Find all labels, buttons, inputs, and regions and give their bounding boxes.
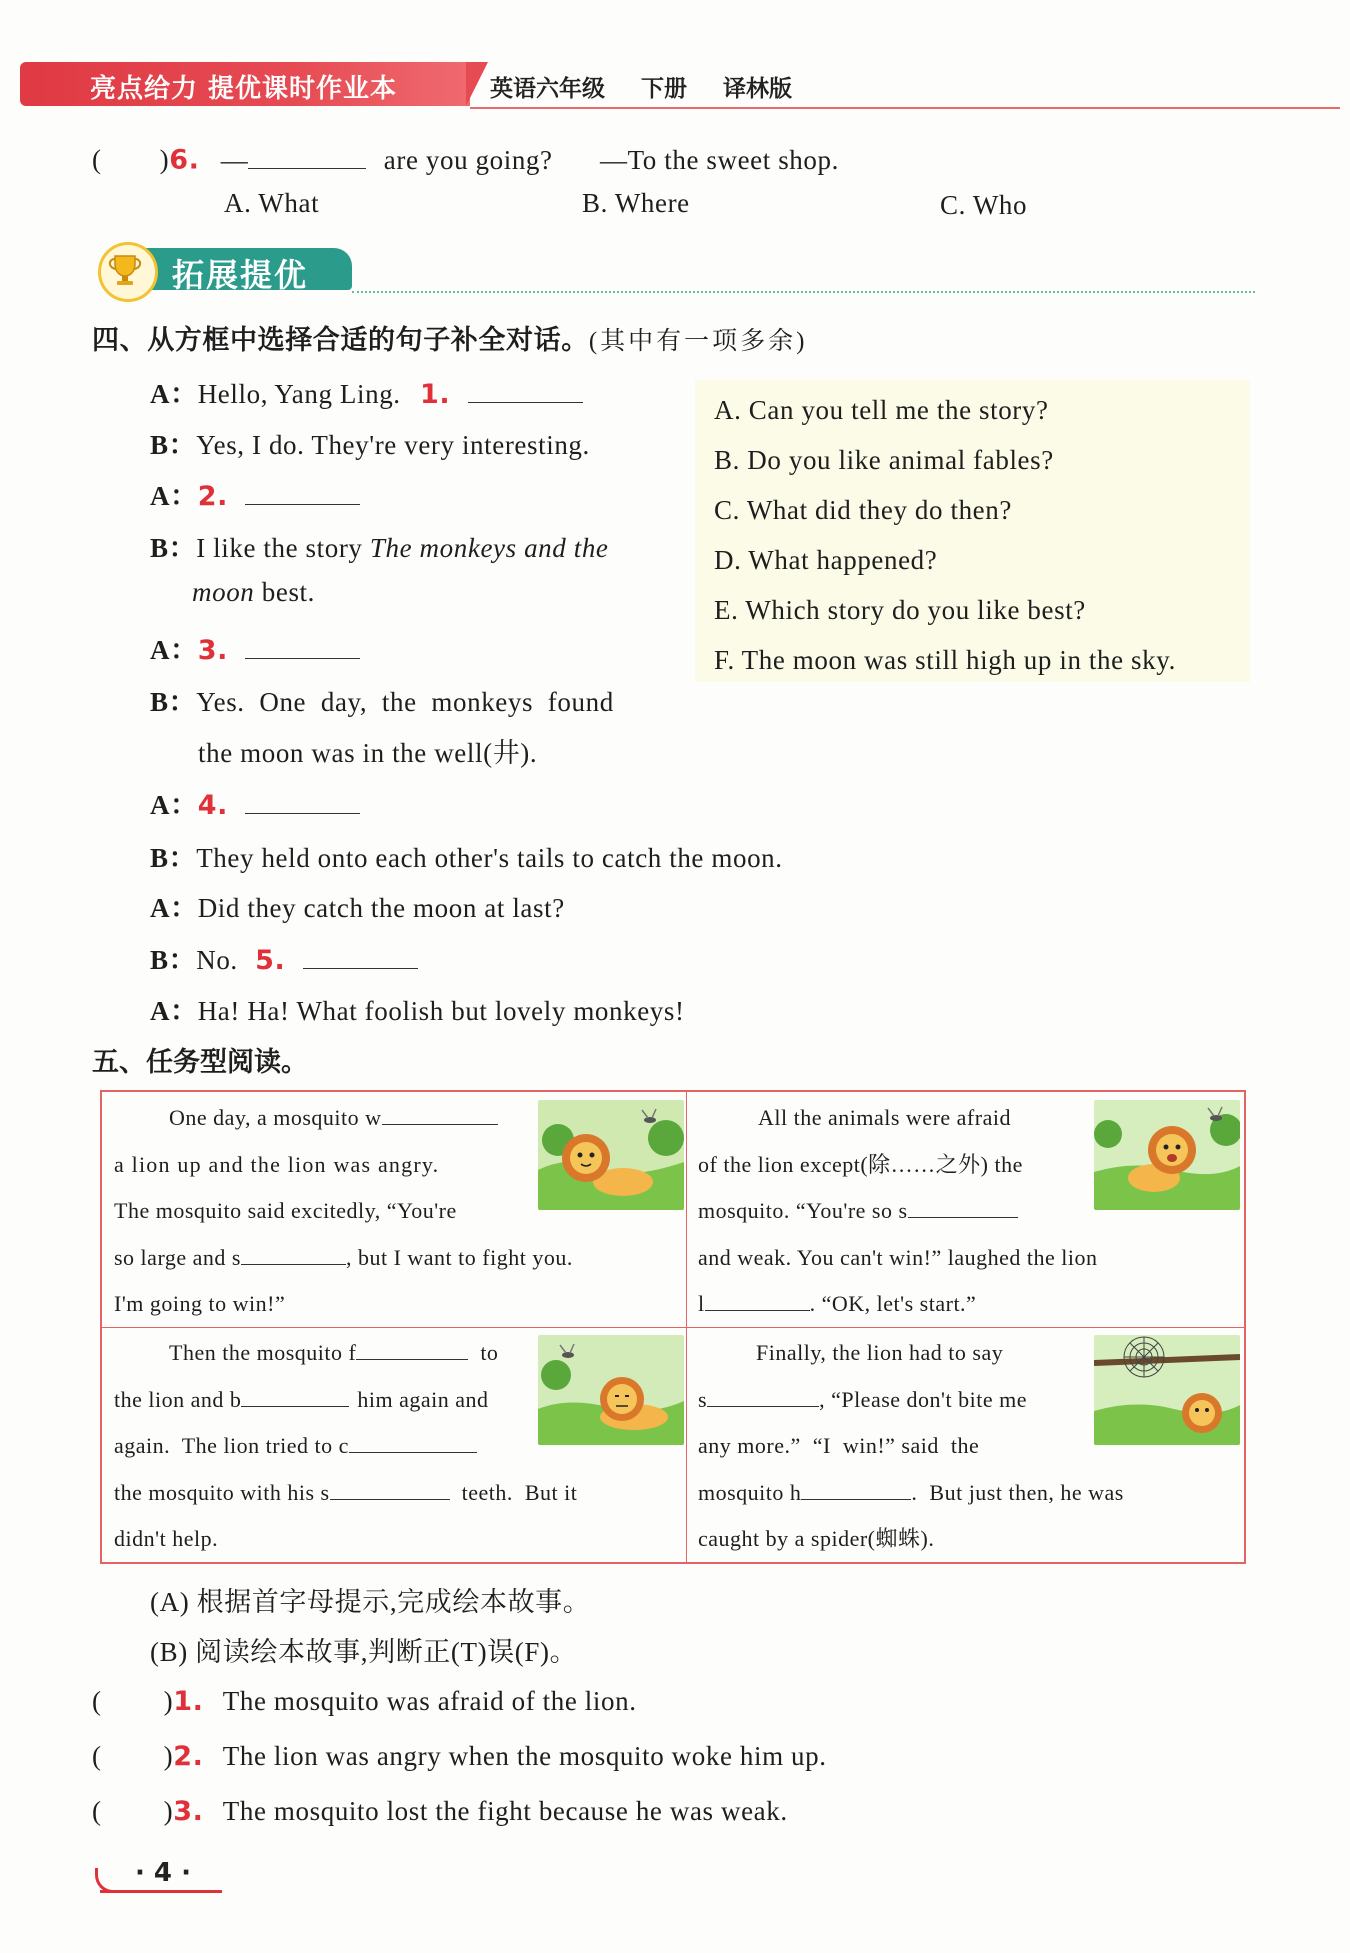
option-a: A. Can you tell me the story? bbox=[714, 395, 1049, 425]
dialogue-text: Yes. One day, the monkeys found bbox=[196, 687, 614, 717]
story-text: teeth. But it bbox=[461, 1479, 578, 1505]
story-panel-3 bbox=[114, 1330, 577, 1563]
page-number-underline bbox=[100, 1890, 222, 1893]
page-number: · 4 · bbox=[135, 1858, 191, 1888]
story-text: . “OK, let's start.” bbox=[809, 1291, 977, 1316]
dialogue-line-3 bbox=[150, 474, 360, 513]
speaker-label: A： bbox=[150, 790, 198, 820]
story-text: him again and bbox=[357, 1386, 489, 1412]
dialogue-line-4b bbox=[192, 577, 315, 608]
story-blank-f[interactable] bbox=[356, 1335, 468, 1360]
section4-note: (其中有一项多余) bbox=[588, 328, 808, 355]
story-text: , but I want to fight you. bbox=[345, 1244, 573, 1270]
option-d: D. What happened? bbox=[714, 545, 938, 575]
volume-label: 下册 bbox=[641, 76, 688, 102]
blank-1[interactable] bbox=[468, 372, 583, 403]
story-blank-h[interactable] bbox=[801, 1474, 911, 1499]
story-text: , “Please don't bite me bbox=[819, 1386, 1027, 1412]
dialogue-line-5 bbox=[150, 628, 360, 667]
story-text: I'm going to win!” bbox=[114, 1291, 286, 1316]
tf-item-1 bbox=[92, 1686, 637, 1717]
tf-paren: ) bbox=[163, 1686, 174, 1716]
dialogue-line-4 bbox=[150, 526, 609, 565]
q6-paren-open: ( bbox=[92, 144, 102, 175]
blank-4[interactable] bbox=[245, 783, 360, 814]
story-text: any more.” “I win!” said the bbox=[698, 1433, 980, 1458]
story-text: so large and s bbox=[114, 1244, 241, 1270]
subject-label: 英语六年级 bbox=[490, 76, 605, 102]
story-panel-2 bbox=[698, 1095, 1098, 1328]
blank-number-2: 2. bbox=[197, 481, 228, 512]
story-text: Finally, the lion had to say bbox=[756, 1340, 1004, 1365]
option-e: E. Which story do you like best? bbox=[714, 595, 1086, 625]
story-blank-c[interactable] bbox=[349, 1428, 477, 1453]
section-divider bbox=[352, 291, 1255, 293]
tf-item-3 bbox=[92, 1796, 788, 1827]
speaker-label: B： bbox=[150, 843, 197, 873]
story-text: The mosquito said excitedly, “You're bbox=[114, 1198, 457, 1223]
dialogue-line-1 bbox=[150, 372, 583, 411]
blank-number-4: 4. bbox=[197, 790, 228, 821]
story-blank-b[interactable] bbox=[241, 1381, 349, 1406]
story-text: l bbox=[698, 1291, 705, 1316]
option-b: B. Do you like animal fables? bbox=[714, 445, 1054, 475]
story-text: mosquito. “You're so s bbox=[698, 1198, 908, 1223]
blank-number-3: 3. bbox=[197, 635, 228, 666]
blank-number-1: 1. bbox=[420, 379, 451, 410]
speaker-label: A： bbox=[150, 635, 198, 665]
dialogue-text: Ha! Ha! What foolish but lovely monkeys! bbox=[197, 996, 685, 1026]
lion-mosquito-illustration-1 bbox=[538, 1100, 684, 1210]
q6-line bbox=[92, 138, 839, 176]
q6-blank[interactable] bbox=[248, 138, 366, 169]
story-text: again. The lion tried to c bbox=[114, 1433, 349, 1458]
tf-statement: The lion was angry when the mosquito woke him up. bbox=[222, 1741, 827, 1771]
story-blank-s3[interactable] bbox=[330, 1474, 450, 1499]
story-text: the mosquito with his s bbox=[114, 1479, 330, 1505]
story-text: mosquito h bbox=[698, 1479, 802, 1505]
q6-number: 6. bbox=[169, 144, 200, 176]
tf-paren: ( bbox=[92, 1741, 102, 1771]
q6-answer: —To the sweet shop. bbox=[599, 144, 839, 175]
q6-paren-close: ) bbox=[159, 144, 170, 175]
tf-number: 1. bbox=[173, 1686, 204, 1717]
dialogue-line-6b: the moon was in the well(井). bbox=[198, 738, 538, 768]
q6-question: are you going? bbox=[383, 144, 553, 175]
dialogue-text: Yes, I do. They're very interesting. bbox=[196, 430, 590, 460]
option-c: C. What did they do then? bbox=[714, 495, 1012, 525]
speaker-label: A： bbox=[150, 481, 198, 511]
speaker-label: A： bbox=[150, 379, 198, 409]
story-title: moon bbox=[192, 577, 255, 607]
story-blank-s2[interactable] bbox=[908, 1193, 1018, 1218]
tf-number: 2. bbox=[173, 1741, 204, 1772]
q6-dash: — bbox=[220, 144, 249, 175]
book-title: 亮点给力 提优课时作业本 bbox=[90, 74, 398, 104]
tf-number: 3. bbox=[173, 1796, 204, 1827]
dialogue-line-7 bbox=[150, 783, 360, 822]
speaker-label: B： bbox=[150, 430, 197, 460]
story-text: s bbox=[698, 1386, 708, 1412]
story-blank-s[interactable] bbox=[241, 1239, 346, 1264]
dialogue-text: Did they catch the moon at last? bbox=[197, 893, 565, 923]
story-text: a lion up and the lion was angry. bbox=[114, 1151, 440, 1177]
dialogue-line-10 bbox=[150, 938, 418, 977]
dialogue-line-6 bbox=[150, 680, 614, 719]
story-text: All the animals were afraid bbox=[758, 1105, 1011, 1130]
dialogue-text: They held onto each other's tails to catch the moon. bbox=[196, 843, 783, 873]
story-text: of the lion except(除……之外) the bbox=[698, 1151, 1023, 1177]
section4-heading bbox=[92, 318, 807, 357]
speaker-label: A： bbox=[150, 996, 198, 1026]
section5-title: 五、任务型阅读。 bbox=[92, 1047, 308, 1078]
blank-3[interactable] bbox=[245, 628, 360, 659]
speaker-label: B： bbox=[150, 533, 197, 563]
story-blank-w[interactable] bbox=[382, 1100, 498, 1125]
speaker-label: B： bbox=[150, 945, 197, 975]
tf-statement: The mosquito was afraid of the lion. bbox=[222, 1686, 637, 1716]
story-panel-4 bbox=[698, 1330, 1124, 1563]
tf-paren: ) bbox=[163, 1796, 174, 1826]
dialogue-line-2 bbox=[150, 423, 590, 462]
tf-paren: ) bbox=[163, 1741, 174, 1771]
lion-mosquito-illustration-2 bbox=[1094, 1100, 1240, 1210]
tf-paren: ( bbox=[92, 1796, 102, 1826]
option-f: F. The moon was still high up in the sky. bbox=[714, 645, 1176, 675]
speaker-label: A： bbox=[150, 893, 198, 923]
tf-statement: The mosquito lost the fight because he was weak. bbox=[222, 1796, 788, 1826]
header-rule bbox=[470, 107, 1340, 109]
dialogue-line-11 bbox=[150, 989, 685, 1028]
blank-number-5: 5. bbox=[255, 945, 286, 976]
blank-5[interactable] bbox=[303, 938, 418, 969]
header-band-notch bbox=[466, 62, 488, 106]
story-text: and weak. You can't win!” laughed the lion bbox=[698, 1244, 1098, 1270]
dialogue-text: best. bbox=[261, 577, 316, 607]
lion-mosquito-illustration-3 bbox=[538, 1335, 684, 1445]
q6-option-b: B. Where bbox=[582, 188, 690, 218]
q6-option-c: C. Who bbox=[940, 190, 1028, 220]
story-text: the lion and b bbox=[114, 1386, 242, 1412]
section4-title: 四、从方框中选择合适的句子补全对话。 bbox=[92, 325, 589, 356]
q6-option-a: A. What bbox=[224, 188, 320, 218]
speaker-label: B： bbox=[150, 687, 197, 717]
tf-item-2 bbox=[92, 1741, 827, 1772]
story-blank-l[interactable] bbox=[705, 1286, 810, 1311]
table-divider-vertical bbox=[686, 1090, 687, 1562]
dialogue-line-9 bbox=[150, 886, 565, 925]
trophy-icon bbox=[98, 242, 158, 302]
story-text: didn't help. bbox=[114, 1526, 219, 1551]
dialogue-text: Hello, Yang Ling. bbox=[197, 379, 401, 409]
section-badge-label: 拓展提优 bbox=[172, 256, 309, 294]
book-info bbox=[490, 70, 820, 103]
story-text: caught by a spider(蜘蛛). bbox=[698, 1526, 935, 1551]
story-text: One day, a mosquito w bbox=[169, 1105, 382, 1130]
blank-2[interactable] bbox=[245, 474, 360, 505]
edition-label: 译林版 bbox=[723, 76, 793, 102]
story-text: . But just then, he was bbox=[911, 1479, 1124, 1505]
task-a-instruction: (A) 根据首字母提示,完成绘本故事。 bbox=[150, 1587, 591, 1617]
story-title: The monkeys and the bbox=[369, 533, 609, 563]
story-text: to bbox=[480, 1340, 499, 1365]
dialogue-text: No. bbox=[196, 945, 238, 975]
dialogue-line-8 bbox=[150, 836, 783, 875]
story-panel-1 bbox=[114, 1095, 573, 1328]
tf-paren: ( bbox=[92, 1686, 102, 1716]
story-blank-s4[interactable] bbox=[707, 1381, 819, 1406]
story-text: Then the mosquito f bbox=[169, 1340, 357, 1365]
dialogue-text: I like the story bbox=[196, 533, 363, 563]
spider-web-illustration bbox=[1094, 1335, 1240, 1445]
task-b-instruction: (B) 阅读绘本故事,判断正(T)误(F)。 bbox=[150, 1637, 578, 1667]
